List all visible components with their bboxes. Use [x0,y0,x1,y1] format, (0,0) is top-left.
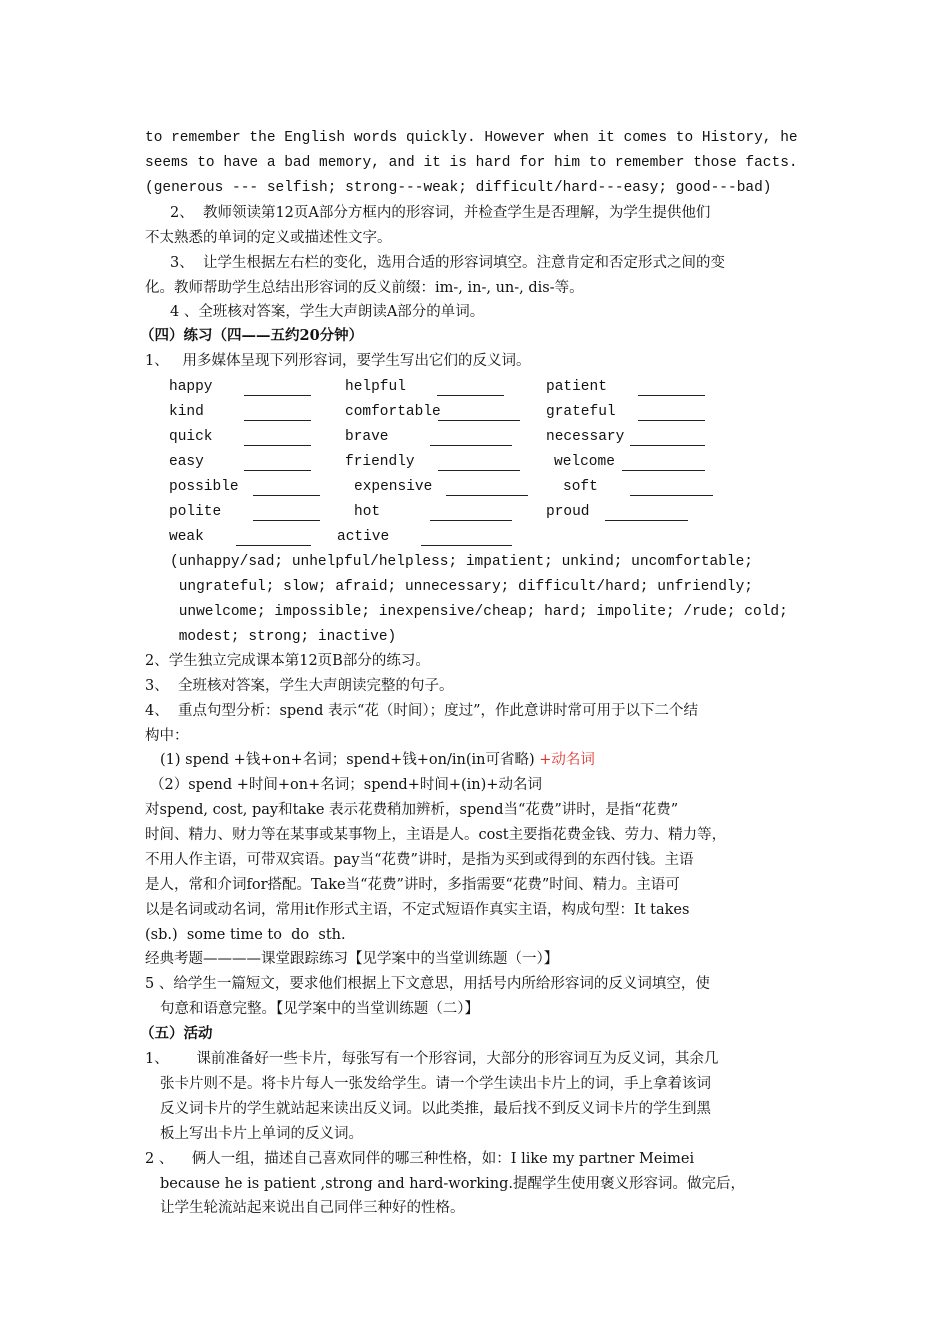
answer-blank[interactable] [244,405,311,421]
exercise-item-5-line-1: 5 、给学生一篇短文，要求他们根据上下文意思，用括号内所给形容词的反义词填空，使 [145,976,710,992]
answer-key-line-3: unwelcome; impossible; inexpensive/cheap; hard; impolite; /rude; cold; [170,604,788,620]
answer-blank[interactable] [622,455,705,471]
word-welcome: welcome [554,454,615,470]
word-weak: weak [169,529,204,545]
exercise-item-4-line-2: 构中： [145,728,189,744]
analysis-line-6: (sb.) some time to do sth. [145,927,346,943]
answer-blank[interactable] [244,430,311,446]
word-grateful: grateful [546,404,616,420]
word-friendly: friendly [345,454,415,470]
word-kind: kind [169,404,204,420]
activity-1-line-2: 张卡片则不是。将卡片每人一张发给学生。请一个学生读出卡片上的词，手上拿着该词 [160,1076,711,1092]
word-polite: polite [169,504,222,520]
answer-key-line-2: ungrateful; slow; afraid; unnecessary; difficult/hard; unfriendly; [170,579,753,595]
activity-2-line-2: because he is patient ,strong and hard-working.提醒学生使用褒义形容词。做完后， [160,1176,746,1192]
exercise-item-5-line-2: 句意和语意完整。【见学案中的当堂训练题（二）】 [160,1001,479,1017]
exercise-item-4-line-1: 4、 重点句型分析：spend 表示“花（时间）；度过”，作此意讲时常可用于以下二个结 [145,703,699,719]
word-brave: brave [345,429,389,445]
step-2-line-1: 2、 教师领读第12页A部分方框内的形容词，并检查学生是否理解，为学生提供他们 [170,205,711,221]
activity-1-line-1: 1、 课前准备好一些卡片，每张写有一个形容词，大部分的形容词互为反义词，其余几 [145,1051,719,1067]
activity-2-line-3: 让学生轮流站起来说出自己同伴三种好的性格。 [160,1200,465,1216]
spend-structure-1-text: (1) spend +钱+on+名词；spend+钱+on/in(in可省略) [160,752,540,768]
word-patient: patient [546,379,607,395]
answer-blank[interactable] [638,405,705,421]
spend-structure-2: （2）spend +时间+on+名词；spend+时间+(in)+动名词 [150,777,542,793]
answer-blank[interactable] [430,430,512,446]
analysis-line-1: 对spend, cost, pay和take 表示花费稍加辨析，spend当“花费”讲时，是指“花费” [145,802,679,818]
analysis-line-5: 以是名词或动名词，常用it作形式主语，不定式短语作真实主语，构成句型：It takes [145,902,690,918]
section-5-heading: （五）活动 [140,1025,213,1042]
intro-line-3: (generous --- selfish; strong---weak; difficult/hard---easy; good---bad) [145,180,772,196]
analysis-line-3: 不用人作主语，可带双宾语。pay当“花费”讲时，是指为买到或得到的东西付钱。主语 [145,852,694,868]
word-hot: hot [354,504,381,520]
word-soft: soft [563,479,598,495]
word-proud: proud [546,504,590,520]
classic-exam-question: 经典考题————课堂跟踪练习【见学案中的当堂训练题（一）】 [145,951,559,967]
word-helpful: helpful [345,379,406,395]
answer-key-line-1: (unhappy/sad; unhelpful/helpless; impatient; unkind; uncomfortable; [170,554,753,570]
step-3-line-1: 3、 让学生根据左右栏的变化，选用合适的形容词填空。注意肯定和否定形式之间的变 [170,255,725,271]
answer-blank[interactable] [244,380,311,396]
answer-blank[interactable] [630,480,713,496]
answer-blank[interactable] [446,480,528,496]
exercise-item-3: 3、 全班核对答案，学生大声朗读完整的句子。 [145,678,454,694]
answer-blank[interactable] [437,380,504,396]
section-4-heading: （四）练习（四——五约20分钟） [140,327,364,344]
exercise-item-1: 1、 用多媒体呈现下列形容词，要学生写出它们的反义词。 [145,353,531,369]
word-necessary: necessary [546,429,625,445]
activity-1-line-3: 反义词卡片的学生就站起来读出反义词。以此类推，最后找不到反义词卡片的学生到黑 [160,1101,711,1117]
intro-line-1: to remember the English words quickly. However when it comes to History, he [145,130,798,146]
word-easy: easy [169,454,204,470]
step-2-line-2: 不太熟悉的单词的定义或描述性文字。 [145,230,392,246]
word-active: active [337,529,390,545]
answer-blank[interactable] [605,505,688,521]
answer-blank[interactable] [236,530,311,546]
spend-structure-1 [160,750,595,770]
answer-blank[interactable] [438,455,520,471]
answer-blank[interactable] [253,505,320,521]
word-comfortable: comfortable [345,404,441,420]
step-3-line-2: 化。教师帮助学生总结出形容词的反义前缀：im-, in-, un-, dis-等。 [145,280,584,296]
answer-blank[interactable] [438,405,520,421]
answer-blank[interactable] [253,480,320,496]
word-possible: possible [169,479,239,495]
step-4: 4 、全班核对答案，学生大声朗读A部分的单词。 [170,304,485,320]
activity-2-line-1: 2 、 俩人一组，描述自己喜欢同伴的哪三种性格，如：I like my partner Meimei [145,1151,695,1167]
answer-blank[interactable] [638,380,705,396]
word-expensive: expensive [354,479,433,495]
intro-line-2: seems to have a bad memory, and it is hard for him to remember those facts. [145,155,798,171]
word-quick: quick [169,429,213,445]
word-happy: happy [169,379,213,395]
analysis-line-2: 时间、精力、财力等在某事或某事物上，主语是人。cost主要指花费金钱、劳力、精力等， [145,827,727,843]
activity-1-line-4: 板上写出卡片上单词的反义词。 [160,1126,363,1142]
answer-blank[interactable] [421,530,512,546]
spend-structure-1-highlight: +动名词 [539,752,595,768]
exercise-item-2: 2、学生独立完成课本第12页B部分的练习。 [145,653,430,669]
analysis-line-4: 是人，常和介词for搭配。Take当“花费”讲时，多指需要“花费”时间、精力。主语可 [145,877,680,893]
answer-blank[interactable] [244,455,311,471]
answer-blank[interactable] [630,430,705,446]
answer-blank[interactable] [430,505,512,521]
answer-key-line-4: modest; strong; inactive) [170,629,397,645]
